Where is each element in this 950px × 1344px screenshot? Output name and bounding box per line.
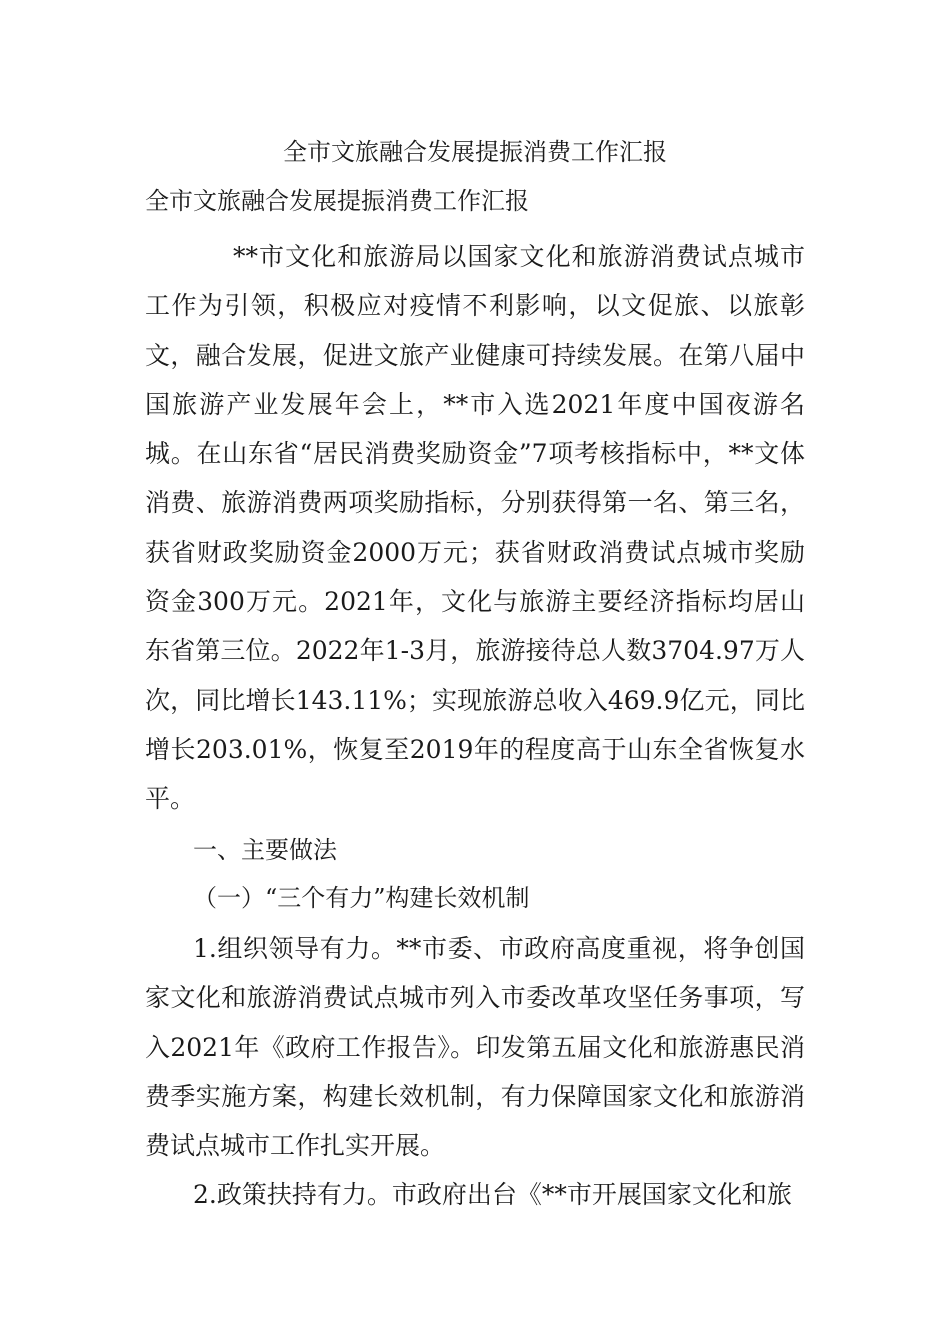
item-paragraph-1: 1.组织领导有力。**市委、市政府高度重视，将争创国家文化和旅游消费试点城市列入市委改革攻坚任务事项，写入2021年《政府工作报告》。印发第五届文化和旅游惠民消费季实施方案，构建长效机制，有力保障国家文化和旅游消费试点城市工作扎实开展。 (145, 934, 805, 1161)
document-title: 全市文旅融合发展提振消费工作汇报 (283, 138, 667, 166)
item-paragraph-2: 2.政策扶持有力。市政府出台《**市开展国家文化和旅 (193, 1180, 792, 1209)
subsection-heading: （一）“三个有力”构建长效机制 (193, 884, 530, 912)
section-heading: 一、主要做法 (193, 836, 337, 864)
intro-paragraph: **市文化和旅游局以国家文化和旅游消费试点城市工作为引领，积极应对疫情不利影响，以文促旅、以旅彰文，融合发展，促进文旅产业健康可持续发展。在第八届中国旅游产业发展年会上，**市入选2021年度中国夜游名城。在山东省“居民消费奖励资金”7项考核指标中，**文体消费、旅游消费两项奖励指标，分别获得第一名、第三名，获省财政奖励资金2000万元；获省财政消费试点城市奖励资金300万元。2021年，文化与旅游主要经济指标均居山东省第三位。2022年1-3月，旅游接待总人数3704.97万人次，同比增长143.11%；实现旅游总收入469.9亿元，同比增长203.01%，恢复至2019年的程度高于山东全省恢复水平。 (145, 242, 805, 814)
document-subtitle: 全市文旅融合发展提振消费工作汇报 (145, 187, 529, 215)
